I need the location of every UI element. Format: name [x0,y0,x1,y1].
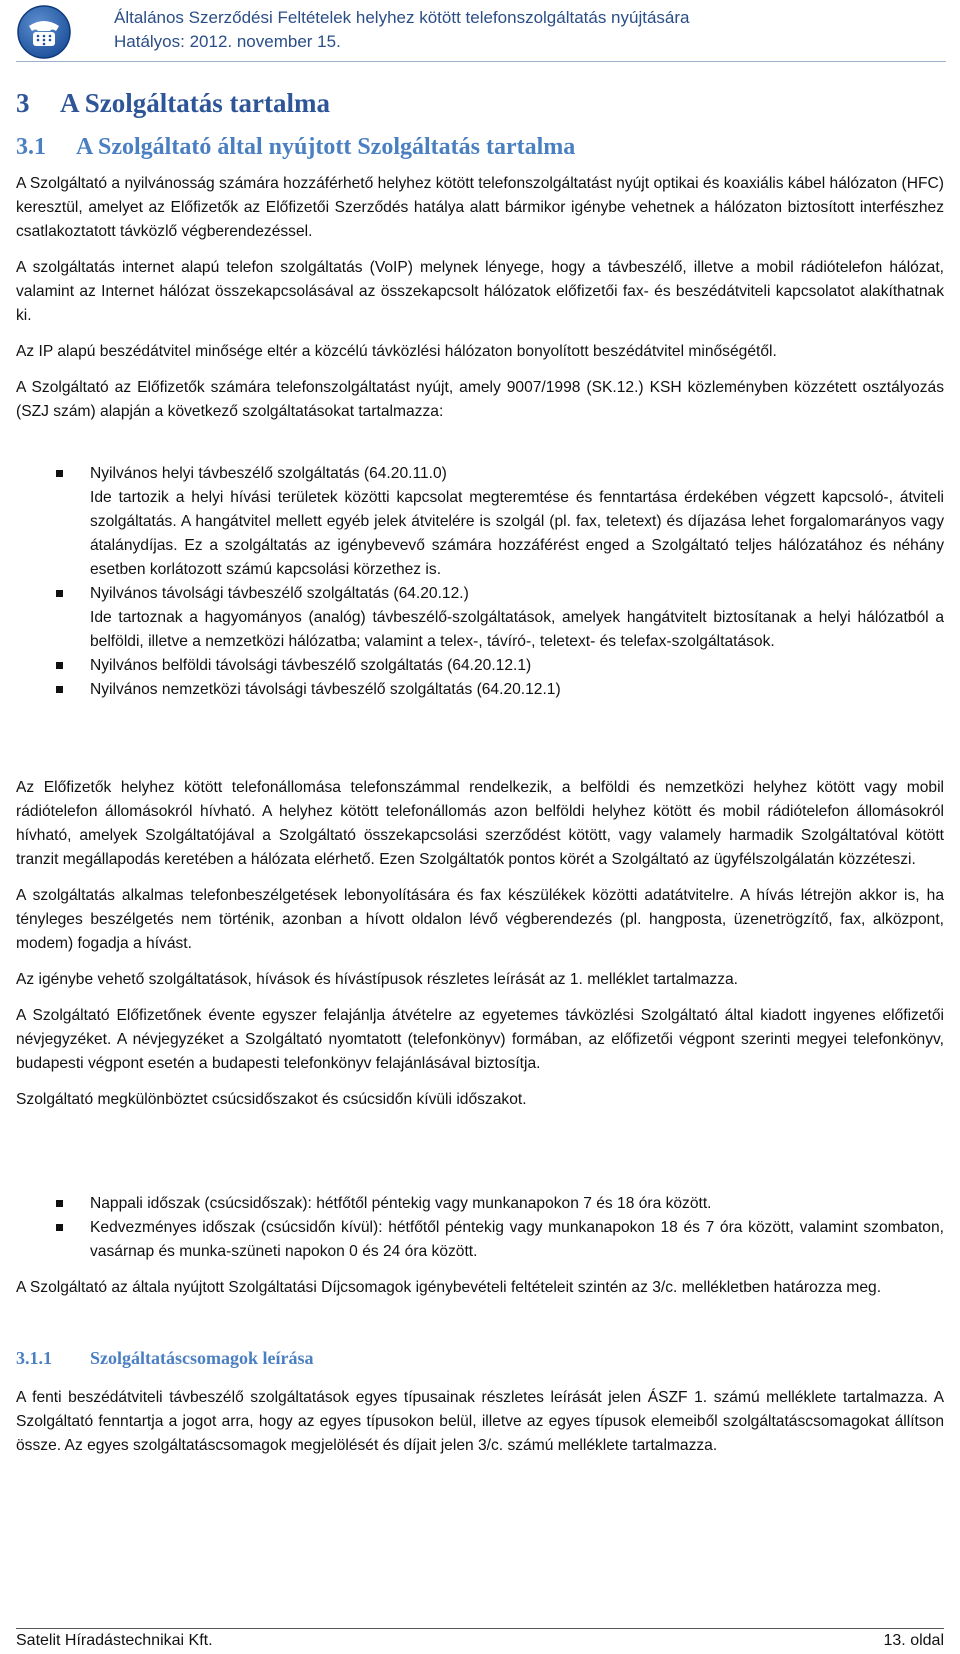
period-text: Nappali időszak (csúcsidőszak): hétfőtől péntekig vagy munkanapokon 7 és 18 óra között. [90,1195,712,1212]
footer-page-number: 13. oldal [883,1632,944,1649]
paragraph: Az Előfizetők helyhez kötött telefonállomása telefonszámmal rendelkezik, a belföldi és nemzetközi helyhez kötött vagy mobil rádiótelefon állomásokról hívható. A helyhez kötött telefonállomás azon belföldi helyhez kötött és mobil rádiótelefon állomásokról hívható, amelyek Szolgáltatójával a Szolgáltató összekapcsolási szerződést kötött, vagy valamely harmadik Szolgáltatóval kötött tranzit megállapodás keretében a hálózata elérhető. Ezen Szolgáltatók pontos körét a Szolgáltató az ügyfélszolgálatán közzéteszi. [16,779,944,868]
list-item [16,462,944,582]
subsubsection-heading [16,1348,313,1369]
footer-company: Satelit Híradástechnikai Kft. [16,1632,213,1649]
paragraph: Az igénybe vehető szolgáltatások, hívások és hívástípusok részletes leírását az 1. melléklet tartalmazza. [16,971,739,988]
section-title: A Szolgáltatás tartalma [60,88,330,118]
paragraph: A fenti beszédátviteli távbeszélő szolgáltatások egyes típusainak részletes leírását jelen ÁSZF 1. számú melléklete tartalmazza. A Szolgáltató fenntartja a jogot arra, hogy az egyes típusokon belül, illetve az egyes típusok elemeiből szolgáltatáscsomagokat állítson össze. Az egyes szolgáltatáscsomagok megjelölését és díjait jelen 3/c. számú melléklete tartalmazza. [16,1389,944,1454]
paragraph: A Szolgáltató az Előfizetők számára telefonszolgáltatást nyújt, amely 9007/1998 (SK.12.) KSH közleményben közzétett osztályozás (SZJ szám) alapján a következő szolgáltatásokat tartalmazza: [16,379,944,420]
service-title: Nyilvános belföldi távolsági távbeszélő szolgáltatás (64.20.12.1) [90,657,532,674]
paragraph: A szolgáltatás alkalmas telefonbeszélgetések lebonyolítására és fax készülékek közötti adatátvitelre. A hívás létrejön akkor is, ha tényleges beszélgetés nem történik, azonban a hívott oldalon lévő végberendezés (pl. hangposta, üzenetrögzítő, fax, alközpont, modem) fogadja a hívást. [16,887,944,952]
content-block-details [16,776,944,1112]
paragraph: A Szolgáltató az általa nyújtott Szolgáltatási Díjcsomagok igénybevételi feltételeit szintén az 3/c. mellékletben határozza meg. [16,1279,882,1296]
content-block-packages [16,1276,944,1300]
subsubsection-title: Szolgáltatáscsomagok leírása [90,1348,314,1368]
service-title: Nyilvános helyi távbeszélő szolgáltatás (64.20.11.0) [90,465,447,482]
paragraph: A Szolgáltató a nyilvánosság számára hozzáférhető helyhez kötött telefonszolgáltatást nyújt optikai és koaxiális kábel hálózaton (HFC) keresztül, amelyet az Előfizetők az Előfizetői Szerződés hatálya alatt bármikor igénybe vehetnek a hálózaton biztosított interfészhez csatlakoztatott távközlő végberendezéssel. [16,175,944,240]
subsection-number: 3.1 [16,134,46,160]
service-description: Ide tartozik a helyi hívási területek közötti kapcsolat megteremtése és fenntartása érdekében végzett kapcsoló-, átviteli szolgáltatás. A hangátvitel mellett egyéb jelek átvitelére is szolgál (pl. fax, teletext) és díjazása lehet forgalomarányos vagy átalánydíjas. Ez a szolgáltatás az igénybevevő számára hozzáférést enged a Szolgáltató teljes hálózatához és néhány esetben korlátozott számú kapcsolási körzethez is. [90,489,944,578]
list-item [16,1192,944,1216]
subsection-heading [16,134,575,161]
service-title: Nyilvános távolsági távbeszélő szolgáltatás (64.20.12.) [90,585,469,602]
paragraph: A szolgáltatás internet alapú telefon szolgáltatás (VoIP) melynek lényege, hogy a távbeszélő, illetve a mobil rádiótelefon hálózat, valamint az Internet hálózat összekapcsolásával az összekapcsolt hálózatok előfizetői fax- és beszédátviteli kapcsolatot alakíthatnak ki. [16,259,944,324]
content-block-intro [16,172,944,424]
square-bullet-icon [56,470,63,477]
list-item [16,654,944,678]
square-bullet-icon [56,662,63,669]
square-bullet-icon [56,1224,63,1231]
list-item [16,678,944,702]
services-list [16,462,944,702]
periods-list [16,1192,944,1264]
subsection-title: A Szolgáltató által nyújtott Szolgáltatás tartalma [76,134,576,160]
content-block-package-description [16,1386,944,1458]
telephone-logo-icon [16,4,72,60]
service-title: Nyilvános nemzetközi távolsági távbeszélő szolgáltatás (64.20.12.1) [90,681,561,698]
square-bullet-icon [56,686,63,693]
square-bullet-icon [56,1200,63,1207]
square-bullet-icon [56,590,63,597]
paragraph: Szolgáltató megkülönböztet csúcsidőszakot és csúcsidőn kívüli időszakot. [16,1091,527,1108]
page-header [16,4,946,60]
list-item [16,582,944,654]
section-heading [16,88,330,119]
header-title: Általános Szerződési Feltételek helyhez kötött telefonszolgáltatás nyújtására [114,8,690,27]
period-text: Kedvezményes időszak (csúcsidőn kívül): hétfőtől péntekig vagy munkanapokon 18 és 7 óra között, valamint szombaton, vasárnap és munka-szüneti napokon 0 és 24 óra között. [90,1219,944,1260]
service-description: Ide tartoznak a hagyományos (analóg) távbeszélő-szolgáltatások, amelyek hangátvitelt biztosítanak a helyi hálózatból a belföldi, illetve a nemzetközi hálózatba; valamint a telex-, távíró-, teletext- és telefax-szolgáltatások. [90,609,944,650]
header-effective-date: Hatályos: 2012. november 15. [114,32,341,51]
section-number: 3 [16,88,30,118]
subsubsection-number: 3.1.1 [16,1348,52,1368]
paragraph: A Szolgáltató Előfizetőnek évente egyszer felajánlja átvételre az egyetemes távközlési Szolgáltató által kiadott ingyenes előfizetői névjegyzéket. A névjegyzéket a Szolgáltató nyomtatott (telefonkönyv) formában, az előfizetői végpont szerinti megyei telefonkönyv, budapesti végpont esetén a budapesti telefonkönyv felajánlásával biztosítja. [16,1007,944,1072]
list-item [16,1216,944,1264]
footer-divider [16,1628,944,1629]
header-text [114,6,690,54]
header-divider [16,61,946,62]
paragraph: Az IP alapú beszédátvitel minősége eltér a közcélú távközlési hálózaton bonyolított beszédátvitel minőségétől. [16,343,777,360]
